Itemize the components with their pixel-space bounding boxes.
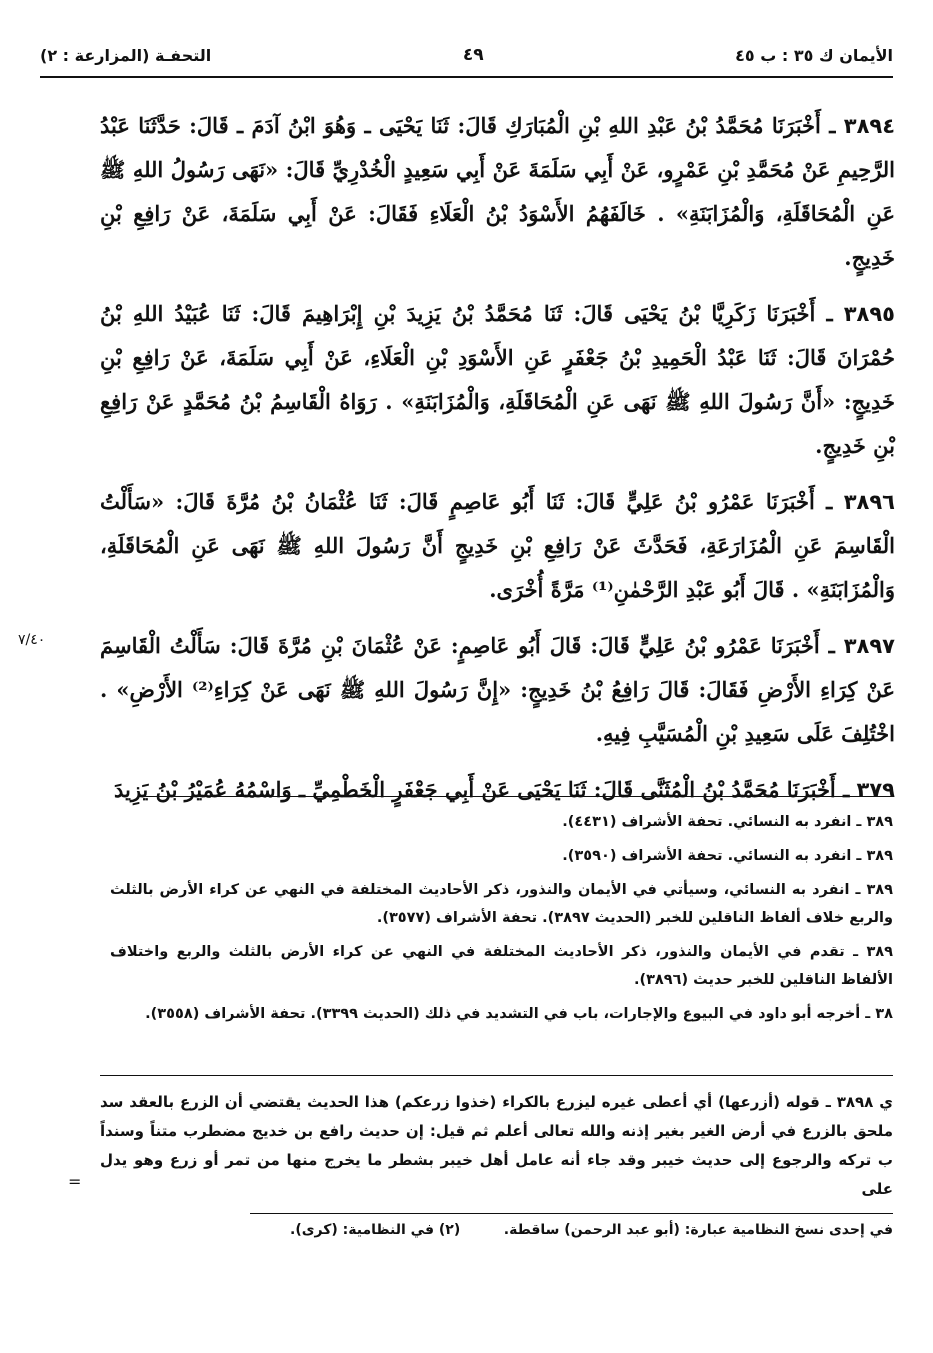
hadith-after: . اخْتُلِفَ عَلَى سَعِيدِ بْنِ الْمُسَيَّبِ فِيهِ. bbox=[100, 677, 895, 746]
continuation-marker: = bbox=[68, 1172, 82, 1191]
hadith-3897 bbox=[100, 624, 895, 756]
hadith-text: أَخْبَرَنَا زَكَرِيَّا بْنُ يَحْيَى قَالَ: ثَنَا مُحَمَّدُ بْنُ يَزِيدَ بْنِ إِبْرَاهِيمَ قَالَ: ثَنَا عُبَيْدُ اللهِ بْنُ حُمْرَانَ قَالَ: ثَنَا عَبْدُ الْحَمِيدِ بْنُ جَعْفَرٍ عَنِ الأَسْوَدِ بْنِ الْعَلَاءِ، عَنْ أَبِي سَلَمَةَ، عَنْ رَافِعِ بْنِ خَدِيجٍ: bbox=[100, 301, 895, 414]
header-rule bbox=[40, 76, 893, 78]
footnote-item: ٣٨٩ ـ انفرد به النسائي. تحفة الأشراف (٤٤٣١). bbox=[562, 814, 893, 830]
hadith-after: . خَالَفَهُمُ الأَسْوَدُ بْنُ الْعَلَاءِ فَقَالَ: عَنْ أَبِي سَلَمَةَ، عَنْ رَافِعِ بْنِ خَدِيجٍ. bbox=[100, 201, 895, 270]
header-left: التحفـة (المزارعة : ٢) bbox=[40, 45, 212, 65]
hadith-quote: «إِنَّ رَسُولَ اللهِ ﷺ نَهَى عَنْ كِرَاءِ⁽²⁾ الأَرْضِ» bbox=[116, 677, 512, 702]
bottom-note-left: (٢) في النظامية: (كرى). bbox=[290, 1222, 461, 1238]
commentary-rule bbox=[100, 1075, 893, 1076]
hadith-3896 bbox=[100, 480, 895, 612]
page-number: ٤٩ bbox=[462, 45, 484, 65]
bottom-notes-rule bbox=[250, 1213, 893, 1214]
hadith-3895 bbox=[100, 292, 895, 468]
hadith-number: ٣٨٩٤ bbox=[843, 114, 896, 138]
dash: ـ bbox=[819, 633, 835, 658]
hadith-3894 bbox=[100, 104, 895, 280]
margin-reference: ٧/٤٠ bbox=[18, 632, 46, 648]
hadith-number: ٣٨٩٦ bbox=[843, 490, 895, 514]
commentary: ي ٣٨٩٨ ـ قوله (أزرعها) أي أعطى غيره ليزرع بالكراء (خذوا زرعكم) هذا الحديث يقتضي أن الزرع بالعقد سد ملحق بالزرع في أرض الغير بغير إذنه والله تعالى أعلم ثم قيل: إن حديث رافع بن خديج مضطرب متناً وسنداً ب تركه والرجوع إلى حديث خيبر وقد جاء أنه عامل أهل خيبر بشطر ما يخرج منها من تمر أو زرع وهو يدل على bbox=[100, 1093, 893, 1198]
bottom-note-right: في إحدى نسخ النظامية عبارة: (أبو عبد الرحمن) ساقطة. bbox=[503, 1222, 893, 1238]
footnote-item: ٣٨٩ ـ انفرد به النسائي. تحفة الأشراف (٣٥٩٠). bbox=[562, 848, 893, 864]
page-header bbox=[40, 38, 893, 72]
hadith-number: ٣٨٩٥ bbox=[843, 302, 895, 326]
hadith-number: ٣٧٩ bbox=[856, 778, 895, 802]
hadith-after: . رَوَاهُ الْقَاسِمُ بْنُ مُحَمَّدٍ عَنْ رَافِعِ بْنِ خَدِيجٍ. bbox=[100, 389, 895, 458]
hadith-text: أَخْبَرَنَا مُحَمَّدُ بْنُ عَبْدِ اللهِ بْنِ الْمُبَارَكِ قَالَ: ثَنَا يَحْيَى ـ وَهُوَ ابْنُ آدَمَ ـ قَالَ: حَدَّثَنَا عَبْدُ الرَّحِيمِ عَنْ مُحَمَّدِ بْنِ عَمْرٍو، عَنْ أَبِي سَلَمَةَ عَنْ أَبِي سَعِيدٍ الْخُدْرِيِّ قَالَ: bbox=[100, 113, 896, 182]
hadith-text: أَخْبَرَنَا مُحَمَّدُ بْنُ الْمُثَنَّى قَالَ: ثَنَا يَحْيَى عَنْ أَبِي جَعْفَرٍ الْخَطْمِيِّ ـ وَاسْمُهُ عُمَيْرُ بْنُ يَزِيدَ bbox=[113, 777, 836, 802]
main-text bbox=[100, 104, 895, 824]
footnote-item: ٣٨٩ ـ انفرد به النسائي، وسيأتي في الأيمان والنذور، ذكر الأحاديث المختلفة في النهي عن كراء الأرض بالثلث والربع خلاف ألفاظ الناقلين للخبر (الحديث ٣٨٩٧). تحفة الأشراف (٣٥٧٧). bbox=[110, 882, 893, 926]
hadith-number: ٣٨٩٧ bbox=[843, 634, 896, 658]
dash: ـ bbox=[820, 113, 836, 138]
hadith-379 bbox=[100, 768, 895, 812]
hadith-text: أَخْبَرَنَا عَمْرُو بْنُ عَلِيٍّ قَالَ: قَالَ أَبُو عَاصِمٍ: عَنْ عُثْمَانَ بْنِ مُرَّةَ قَالَ: سَأَلْتُ الْقَاسِمَ عَنْ كِرَاءِ الأَرْضِ فَقَالَ: قَالَ رَافِعُ بْنُ خَدِيجٍ: bbox=[100, 633, 896, 702]
hadith-after: . قَالَ أَبُو عَبْدِ الرَّحْمٰنِ⁽¹⁾ مَرَّةً أُخْرَى. bbox=[489, 577, 800, 602]
hadith-quote: «أَنَّ رَسُولَ اللهِ ﷺ نَهَى عَنِ الْمُحَاقَلَةِ، وَالْمُزَابَنَةِ» bbox=[401, 389, 836, 414]
dash: ـ bbox=[814, 489, 833, 514]
dash: ـ bbox=[835, 777, 850, 802]
header-right: الأيمان ك ٣٥ : ب ٤٥ bbox=[735, 45, 893, 65]
hadith-quote: «نَهَى رَسُولُ اللهِ ﷺ عَنِ الْمُحَاقَلَةِ، وَالْمُزَابَنَةِ» bbox=[100, 157, 895, 226]
bottom-notes bbox=[290, 1222, 893, 1238]
dash: ـ bbox=[815, 301, 833, 326]
footnote-item: ٣٨ ـ أخرجه أبو داود في البيوع والإجارات، باب في التشديد في ذلك (الحديث ٣٣٩٩). تحفة الأشراف (٣٥٥٨). bbox=[145, 1006, 893, 1022]
hadith-quote: «سَأَلْتُ الْقَاسِمَ عَنِ الْمُزَارَعَةِ، فَحَدَّثَ عَنْ رَافِعِ بْنِ خَدِيجٍ أَنَّ رَسُولَ اللهِ ﷺ نَهَى عَنِ الْمُحَاقَلَةِ، وَالْمُزَابَنَةِ» bbox=[100, 489, 895, 602]
footnotes bbox=[110, 808, 893, 1034]
footnote-item: ٣٨٩ ـ تقدم في الأيمان والنذور، ذكر الأحاديث المختلفة في النهي عن كراء الأرض بالثلث والربع واختلاف الألفاظ الناقلين للخبر حديث (٣٨٩٦). bbox=[110, 944, 893, 988]
footnote-rule bbox=[140, 796, 893, 797]
hadith-text: أَخْبَرَنَا عَمْرُو بْنُ عَلِيٍّ قَالَ: ثَنَا أَبُو عَاصِمٍ قَالَ: ثَنَا عُثْمَانُ بْنُ مُرَّةَ قَالَ: bbox=[175, 489, 815, 514]
